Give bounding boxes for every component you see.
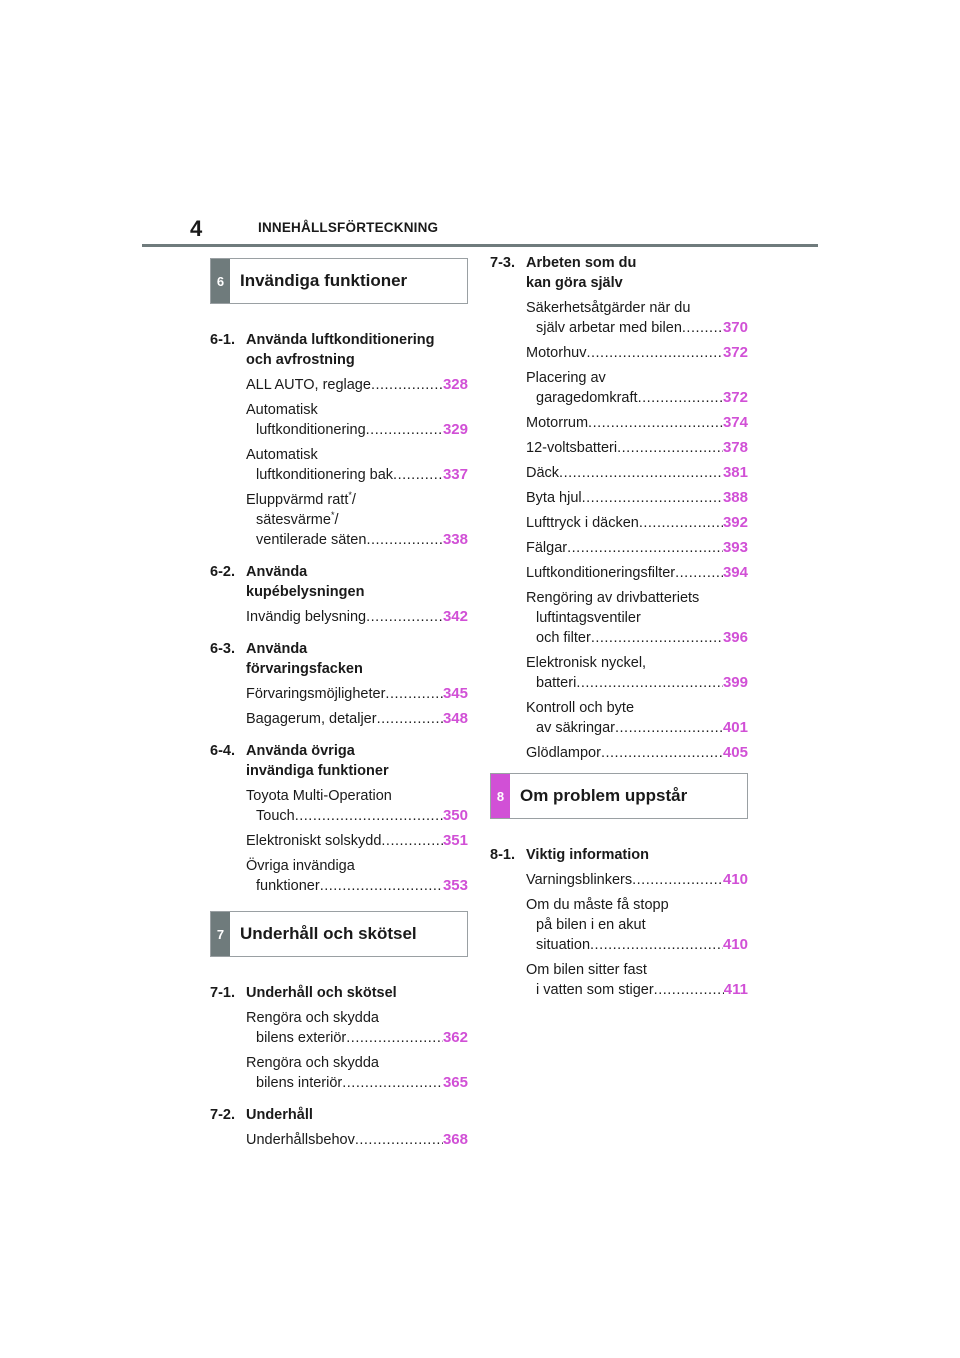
toc-entry[interactable]: Elektronisk nyckel, batteri ..... 399: [526, 653, 748, 693]
chapter-number: 6-2.: [210, 564, 235, 580]
chapter-title: Använda kupébelysningen: [246, 564, 365, 600]
toc-entry[interactable]: ALL AUTO, reglage ..... 328: [246, 375, 468, 395]
chapter-7-2: [210, 1105, 468, 1125]
chapter-number: 6-1.: [210, 332, 235, 348]
toc-entry[interactable]: Underhållsbehov ..... 368: [246, 1130, 468, 1150]
toc-entry[interactable]: Byta hjul ..... 388: [526, 488, 748, 508]
toc-entry[interactable]: Om bilen sitter fast i vatten som stiger ..... 411: [526, 960, 748, 1000]
page-ref: 410: [722, 936, 748, 953]
toc-entry[interactable]: Förvaringsmöjligheter ..... 345: [246, 684, 468, 704]
page-ref: 394: [722, 564, 748, 581]
toc-entry[interactable]: Kontroll och byte av säkringar ..... 401: [526, 698, 748, 738]
chapter-7-3: [490, 253, 748, 293]
chapter-title: Underhåll och skötsel: [246, 985, 397, 1001]
page-ref: 368: [442, 1131, 468, 1148]
toc-entry[interactable]: Placering av garagedomkraft ..... 372: [526, 368, 748, 408]
header-rule: [142, 244, 818, 247]
toc-entry[interactable]: Fälgar ..... 393: [526, 538, 748, 558]
toc-entry[interactable]: Rengöring av drivbatteriets luftintagsventiler och filter ..... 396: [526, 588, 748, 648]
toc-entry[interactable]: Övriga invändiga funktioner ..... 353: [246, 856, 468, 896]
toc-entry[interactable]: Däck ..... 381: [526, 463, 748, 483]
chapter-number: 7-2.: [210, 1107, 235, 1123]
section-7-tab: 7: [211, 912, 230, 956]
chapter-6-3: [210, 639, 468, 679]
page-ref: 388: [722, 489, 748, 506]
page-ref: 348: [442, 710, 468, 727]
toc-entry[interactable]: Luftkonditioneringsfilter ..... 394: [526, 563, 748, 583]
page-ref: 392: [722, 514, 748, 531]
toc-entry[interactable]: Säkerhetsåtgärder när du själv arbetar med bilen ..... 370: [526, 298, 748, 338]
page-ref: 328: [442, 376, 468, 393]
section-8-title: Om problem uppstår: [520, 786, 688, 805]
chapter-number: 6-4.: [210, 743, 235, 759]
page-ref: 399: [722, 674, 748, 691]
section-8-header[interactable]: [490, 773, 748, 819]
chapter-6-4: [210, 741, 468, 781]
toc-entry[interactable]: Invändig belysning ..... 342: [246, 607, 468, 627]
toc-entry[interactable]: Motorhuv ..... 372: [526, 343, 748, 363]
toc-entry[interactable]: Automatisk luftkonditionering bak ..... 337: [246, 445, 468, 485]
toc-entry[interactable]: Toyota Multi-Operation Touch ..... 350: [246, 786, 468, 826]
page-ref: 374: [722, 414, 748, 431]
toc-entry[interactable]: 12-voltsbatteri ..... 378: [526, 438, 748, 458]
chapter-title: Använda förvaringsfacken: [246, 641, 363, 677]
chapter-title: Viktig information: [526, 847, 649, 863]
page-ref: 351: [442, 832, 468, 849]
section-7-title: Underhåll och skötsel: [240, 924, 417, 943]
page-ref: 393: [722, 539, 748, 556]
page-ref: 337: [442, 466, 468, 483]
page-ref: 401: [722, 719, 748, 736]
page-header: [142, 214, 818, 246]
page-ref: 338: [442, 531, 468, 548]
section-8-tab: 8: [491, 774, 510, 818]
toc-entry[interactable]: Varningsblinkers ..... 410: [526, 870, 748, 890]
toc-entry[interactable]: Motorrum ..... 374: [526, 413, 748, 433]
page-ref: 372: [722, 344, 748, 361]
chapter-6-2: [210, 562, 468, 602]
chapter-number: 7-1.: [210, 985, 235, 1001]
chapter-number: 6-3.: [210, 641, 235, 657]
chapter-title: Arbeten som du kan göra själv: [526, 255, 637, 291]
page-ref: 365: [442, 1074, 468, 1091]
toc-entry[interactable]: Elektroniskt solskydd ..... 351: [246, 831, 468, 851]
page-ref: 396: [722, 629, 748, 646]
chapter-title: Använda övriga invändiga funktioner: [246, 743, 389, 779]
toc-entry[interactable]: Om du måste få stopp på bilen i en akut situation ..... 410: [526, 895, 748, 955]
toc-entry[interactable]: Bagagerum, detaljer ..... 348: [246, 709, 468, 729]
section-6-header[interactable]: [210, 258, 468, 304]
toc-entry[interactable]: Automatisk luftkonditionering ..... 329: [246, 400, 468, 440]
page-ref: 378: [722, 439, 748, 456]
left-column: [210, 258, 468, 1150]
page-ref: 342: [442, 608, 468, 625]
page-number: 4: [190, 216, 203, 241]
section-7-header[interactable]: [210, 911, 468, 957]
page-ref: 372: [722, 389, 748, 406]
right-column: [490, 253, 748, 1000]
chapter-8-1: [490, 845, 748, 865]
page-ref: 345: [442, 685, 468, 702]
toc-entry[interactable]: Rengöra och skydda bilens exteriör ..... 362: [246, 1008, 468, 1048]
chapter-number: 7-3.: [490, 255, 515, 271]
toc-entry[interactable]: Rengöra och skydda bilens interiör ..... 365: [246, 1053, 468, 1093]
section-6-tab: 6: [211, 259, 230, 303]
page-ref: 329: [442, 421, 468, 438]
page-ref: 353: [442, 877, 468, 894]
header-title: INNEHÅLLSFÖRTECKNING: [258, 220, 439, 235]
page-ref: 405: [722, 744, 748, 761]
toc-entry[interactable]: Glödlampor ..... 405: [526, 743, 748, 763]
page-ref: 411: [723, 981, 748, 998]
chapter-title: Använda luftkonditionering och avfrostning: [246, 332, 435, 368]
chapter-number: 8-1.: [490, 847, 515, 863]
chapter-title: Underhåll: [246, 1107, 313, 1123]
page-ref: 350: [442, 807, 468, 824]
chapter-7-1: [210, 983, 468, 1003]
page-ref: 370: [722, 319, 748, 336]
page-ref: 381: [722, 464, 748, 481]
page-ref: 410: [722, 871, 748, 888]
toc-entry[interactable]: Lufttryck i däcken ..... 392: [526, 513, 748, 533]
section-6-title: Invändiga funktioner: [240, 271, 408, 290]
chapter-6-1: [210, 330, 468, 370]
toc-entry[interactable]: Eluppvärmd ratt*/ sätesvärme*/ ventilerade säten ..... 338: [246, 490, 468, 550]
page-ref: 362: [442, 1029, 468, 1046]
